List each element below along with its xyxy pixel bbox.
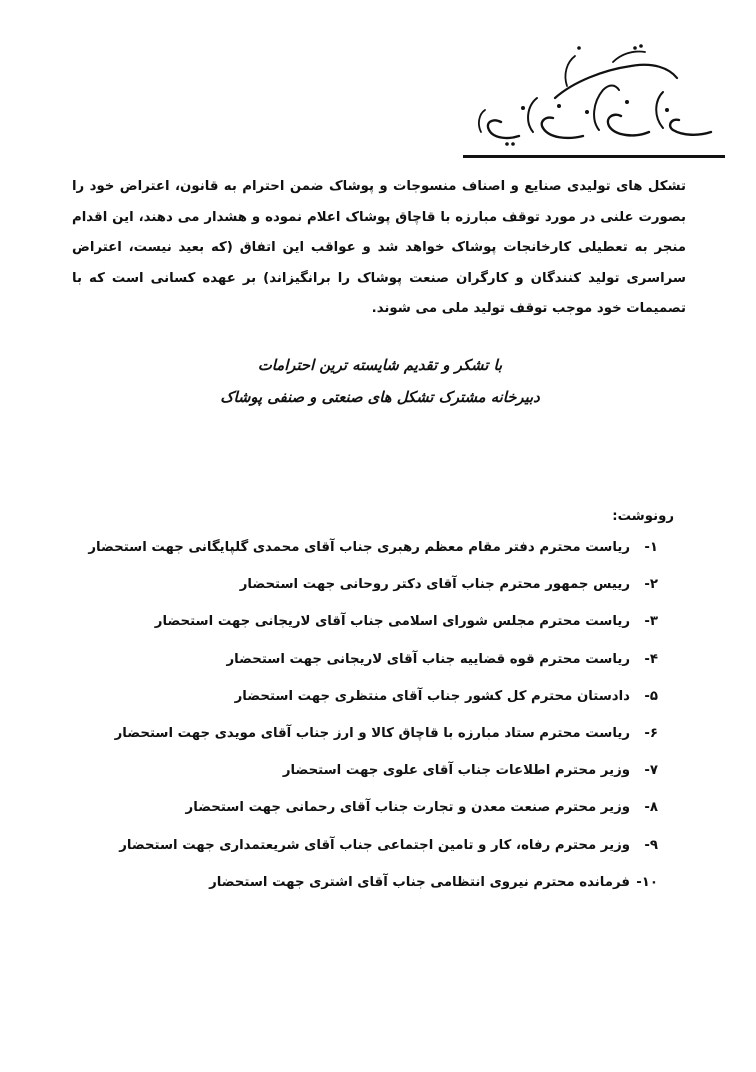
cc-item [88,577,658,614]
cc-item-number: ۷- [644,763,658,779]
cc-item-text: ریاست محترم ستاد مبارزه با قاچاق کالا و ارز جناب آقای مویدی جهت استحضار [114,725,630,741]
cc-item-number: ۸- [644,800,658,816]
cc-item-text: رییس جمهور محترم جناب آقای دکتر روحانی جهت استحضار [239,577,630,593]
letterhead-calligraphy-logo [463,40,725,148]
cc-item-text: ریاست محترم مجلس شورای اسلامی جناب آقای لاریجانی جهت استحضار [154,614,630,630]
closing-regards: با تشکر و تقدیم شایسته ترین احترامات [257,357,503,374]
cc-title: رونوشت: [612,509,674,524]
cc-item [88,875,658,912]
cc-item-text: وزیر محترم رفاه، کار و تامین اجتماعی جناب آقای شریعتمداری جهت استحضار [119,837,630,853]
cc-item-number: ۱- [644,540,658,555]
cc-item [88,540,658,577]
cc-item-text: دادستان محترم کل کشور جناب آقای منتظری جهت استحضار [234,688,630,704]
cc-item-text: ریاست محترم دفتر مقام معظم رهبری جناب آقای محمدی گلپایگانی جهت استحضار [88,540,630,555]
cc-item-number: ۲- [644,577,658,593]
cc-item [88,614,658,651]
cc-list [88,540,658,912]
body-paragraph: تشکل های تولیدی صنایع و اصناف منسوجات و پوشاک ضمن احترام به قانون، اعتراض خود را بصورت علنی در مورد توقف مبارزه با قاچاق پوشاک اعلام نموده و هشدار می دهند، این اقدام منجر به تعطیلی کارخانجات پوشاک خواهد شد و عواقب این اتفاق (که بعید نیست، اعتراض سراسری تولید کنندگان و کارگران صنعت پوشاک را برانگیزاند) بر عهده کسانی است که با تصمیمات خود موجب توقف تولید ملی می شوند. [72,179,686,316]
cc-item-number: ۳- [644,614,658,630]
cc-item-text: وزیر محترم اطلاعات جناب آقای علوی جهت استحضار [282,763,630,779]
cc-item [88,726,658,763]
cc-item-number: ۴- [644,651,658,667]
letterhead [463,40,725,158]
cc-item-number: ۵- [644,688,658,704]
cc-item-number: ۹- [644,837,658,853]
letterhead-underline [463,155,725,158]
cc-item-text: فرمانده محترم نیروی انتظامی جناب آقای اشتری جهت استحضار [209,874,630,890]
cc-item [88,763,658,800]
cc-item [88,800,658,837]
closing-block [180,350,580,414]
cc-item-text: وزیر محترم صنعت معدن و تجارت جناب آقای رحمانی جهت استحضار [185,800,630,816]
cc-item-text: ریاست محترم قوه قضاییه جناب آقای لاریجانی جهت استحضار [226,651,630,667]
closing-signatory: دبیرخانه مشترک تشکل های صنعتی و صنفی پوشاک [220,389,540,406]
cc-item [88,838,658,875]
cc-item-number: ۶- [644,725,658,741]
cc-item-number: ۱۰- [636,874,658,890]
cc-item [88,652,658,689]
cc-item [88,689,658,726]
